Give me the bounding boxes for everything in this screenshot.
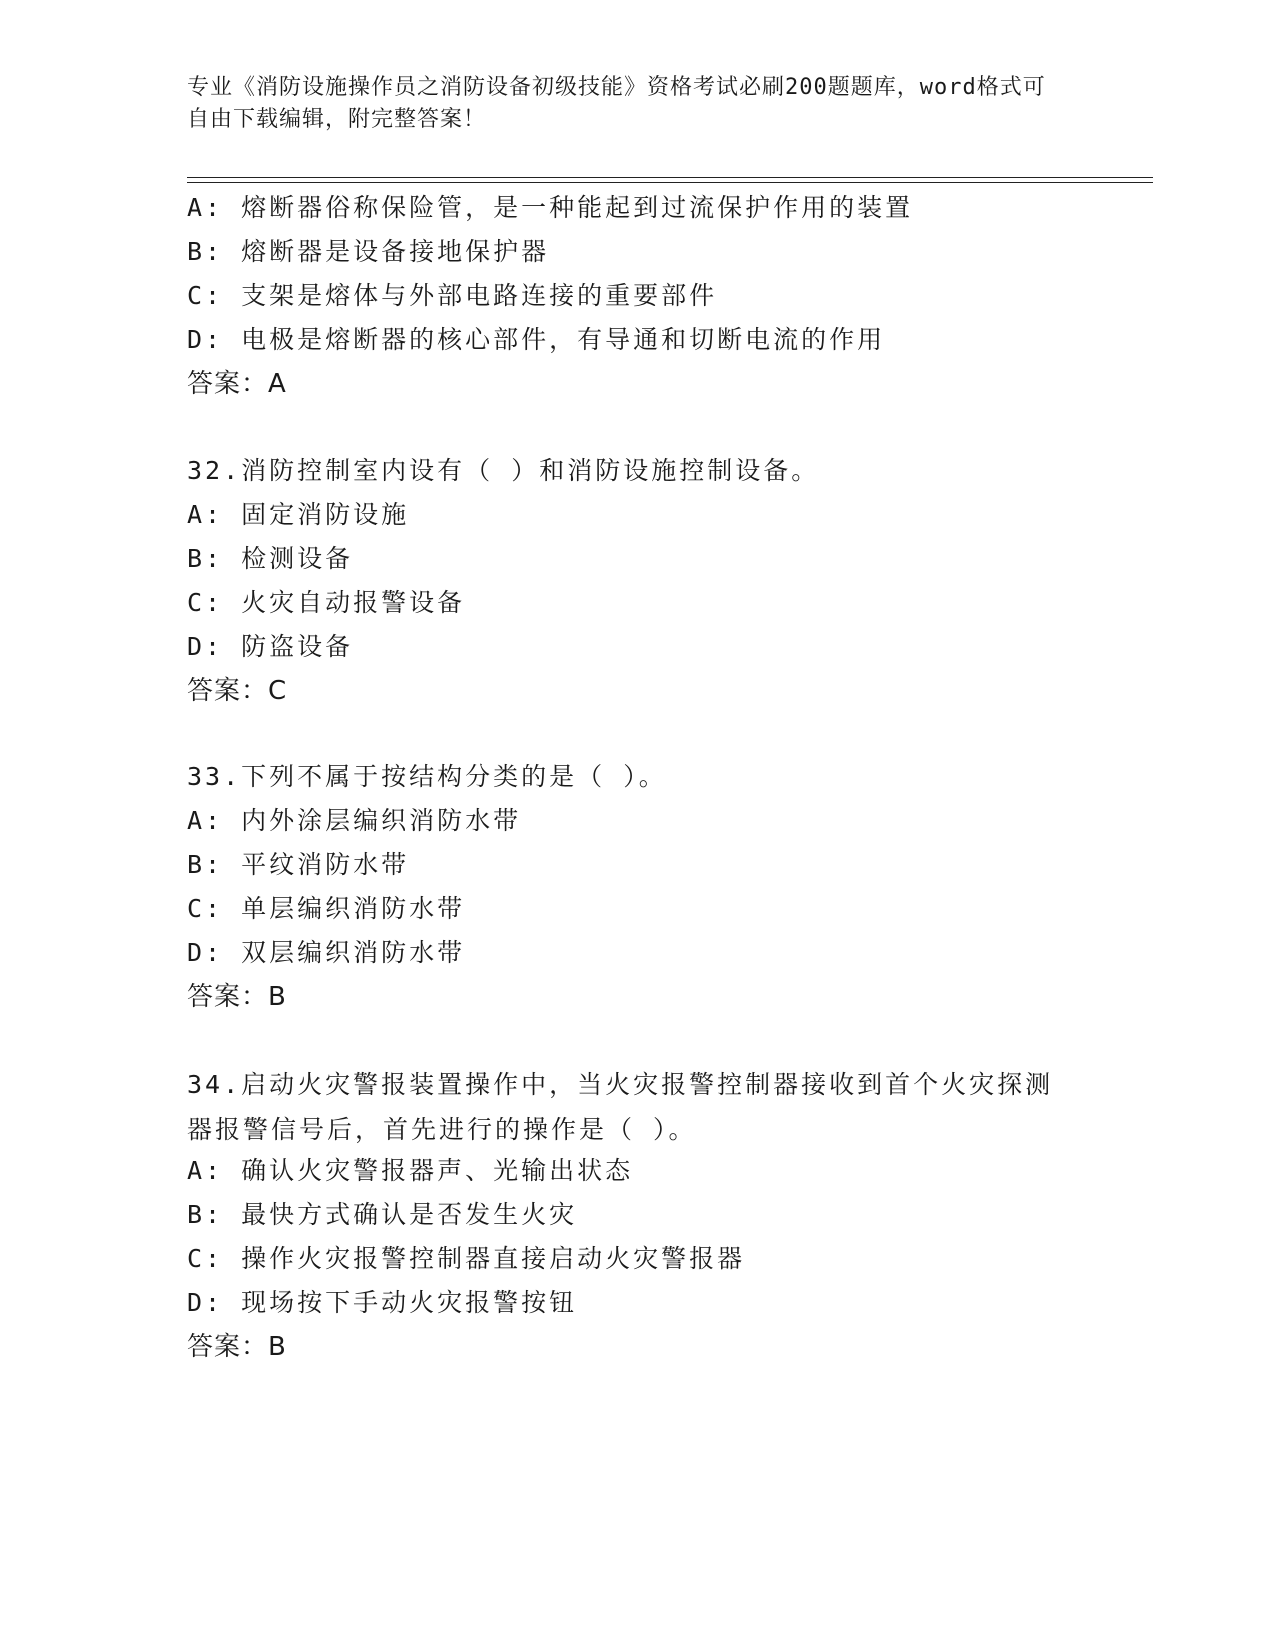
header-divider-top [187, 177, 1153, 178]
q33-answer: 答案：B [187, 982, 287, 1012]
q33-option-d: D: 双层编织消防水带 [187, 938, 466, 967]
q32-stem: 32.消防控制室内设有（ ）和消防设施控制设备。 [187, 456, 820, 485]
q32-answer: 答案：C [187, 676, 288, 706]
q31-option-b: B: 熔断器是设备接地保护器 [187, 237, 550, 266]
q32-option-b: B: 检测设备 [187, 544, 354, 573]
q34-option-a: A: 确认火灾警报器声、光输出状态 [187, 1156, 634, 1185]
q32-option-d: D: 防盗设备 [187, 632, 354, 661]
q31-option-a: A: 熔断器俗称保险管，是一种能起到过流保护作用的装置 [187, 193, 914, 222]
header-divider-bottom [187, 182, 1153, 183]
q34-answer: 答案：B [187, 1332, 287, 1362]
q34-option-c: C: 操作火灾报警控制器直接启动火灾警报器 [187, 1244, 746, 1273]
q34-option-b: B: 最快方式确认是否发生火灾 [187, 1200, 578, 1229]
q34-option-d: D: 现场按下手动火灾报警按钮 [187, 1288, 578, 1317]
document-header: 专业《消防设施操作员之消防设备初级技能》资格考试必刷200题题库，word格式可自由下载编辑，附完整答案！ [187, 75, 1046, 132]
q33-option-a: A: 内外涂层编织消防水带 [187, 806, 522, 835]
q31-answer: 答案：A [187, 369, 287, 399]
q32-option-a: A: 固定消防设施 [187, 500, 410, 529]
q33-option-b: B: 平纹消防水带 [187, 850, 410, 879]
q31-option-c: C: 支架是熔体与外部电路连接的重要部件 [187, 281, 718, 310]
q33-option-c: C: 单层编织消防水带 [187, 894, 466, 923]
q31-option-d: D: 电极是熔断器的核心部件，有导通和切断电流的作用 [187, 325, 886, 354]
q32-option-c: C: 火灾自动报警设备 [187, 588, 466, 617]
q34-stem: 34.启动火灾警报装置操作中，当火灾报警控制器接收到首个火灾探测器报警信号后，首先进行的操作是（ ）。 [187, 1070, 1054, 1144]
q33-stem: 33.下列不属于按结构分类的是（ ）。 [187, 762, 667, 791]
